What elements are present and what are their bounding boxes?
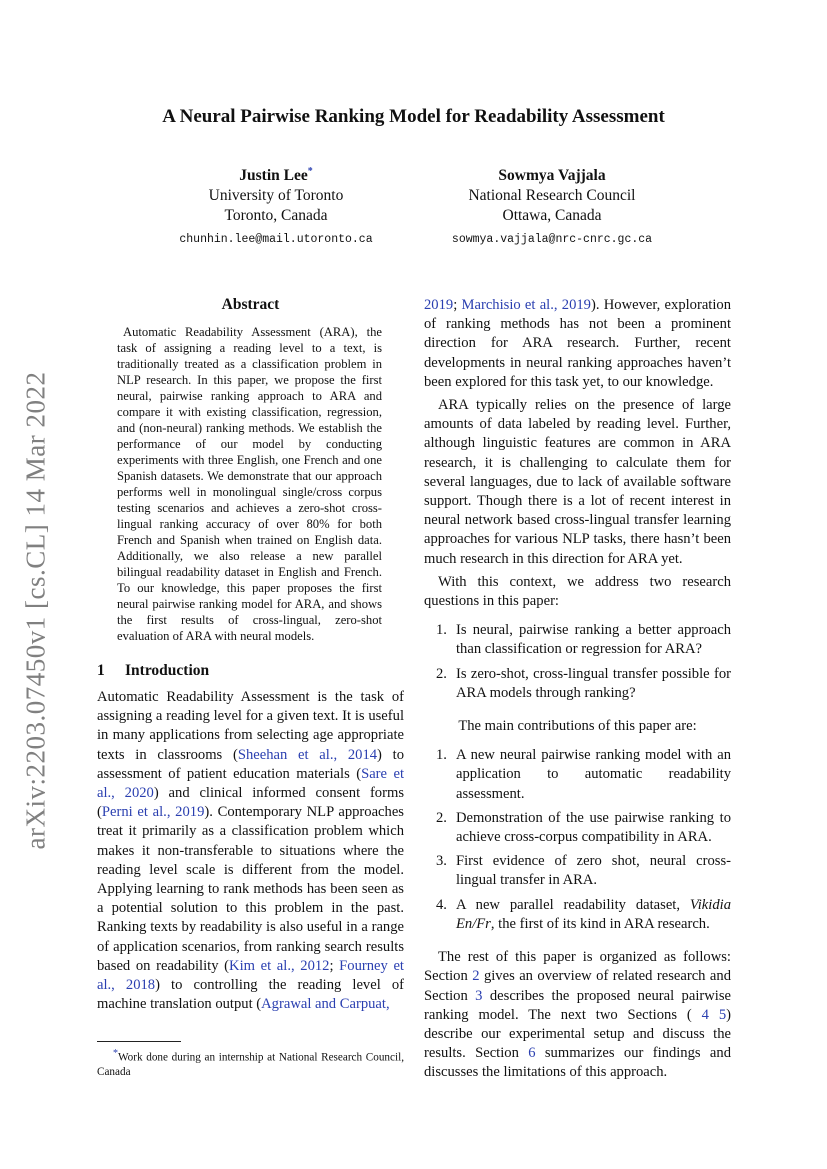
left-column: [97, 296, 404, 1014]
citation-link[interactable]: 2019: [424, 297, 454, 313]
section-title: Introduction: [125, 662, 210, 679]
footnote: [97, 1041, 404, 1079]
abstract-text: Automatic Readability Assessment (ARA), the task of assigning a reading level to a text, is traditionally treated as a classification problem in NLP research. In this paper, we propose the first neural, pairwise ranking approach to ARA and compare it with existing classification, regression, and (non-neural) ranking methods. We establish the performance of our model by conducting experiments with three English, one French and one Spanish datasets. We demonstrate that our approach performs well in monolingual single/cross corpus testing scenarios and achieves a zero-shot cross-lingual ranking accuracy of over 80% for both French and Spanish when trained on English data. Additionally, we also release a new parallel bilingual readability dataset in English and French. To our knowledge, this paper proposes the first neural pairwise ranking model for ARA, and shows the first results of cross-lingual, zero-shot evaluation of ARA with neural models.: [117, 325, 382, 643]
section-heading-introduction: [97, 662, 404, 680]
citation-link[interactable]: Perni et al., 2019: [101, 804, 205, 821]
body-paragraph: With this context, we address two research questions in this paper:: [424, 573, 731, 610]
author-affiliation: University of Toronto: [208, 187, 344, 205]
section-ref-link[interactable]: 2: [472, 968, 480, 985]
body-paragraph: The rest of this paper is organized as follows: Section 2 gives an overview of related research and Section 3 describes the proposed neural pairwise ranking model. The next two Sections ( 4 5) describe our experimental setup and discuss the results. Section 6 summarizes our findings and discusses the limitations of this approach.: [424, 949, 731, 1081]
citation-link[interactable]: Fourney et al., 2018: [97, 957, 404, 994]
list-item: 4. A new parallel readability dataset, Vikidia En/Fr, the first of its kind in ARA research.: [436, 896, 731, 932]
section-ref-link[interactable]: 4: [701, 1006, 709, 1023]
section-number: 1: [97, 662, 105, 679]
research-questions-list: [424, 621, 731, 703]
author-block-1: [126, 162, 426, 250]
list-item: 1. A new neural pairwise ranking model with an application to automatic readability assessment.: [436, 747, 731, 802]
section-ref-link[interactable]: 6: [528, 1045, 536, 1062]
author-name: Justin Lee*: [239, 166, 313, 185]
author-affiliation: National Research Council: [468, 187, 636, 205]
abstract-heading: Abstract: [221, 296, 280, 313]
list-item: 1. Is neural, pairwise ranking a better approach than classification or regression for ARA?: [436, 622, 731, 658]
citation-link[interactable]: Sare et al., 2020: [97, 765, 404, 802]
intro-paragraph: Automatic Readability Assessment is the task of assigning a reading level for a given text. It is useful in many applications from selecting age appropriate texts in classrooms (Sheehan et al., 2014) to assessment of patient education materials (Sare et al., 2020) and clinical informed consent forms (Perni et al., 2019). Contemporary NLP approaches treat it primarily as a classification problem which makes it non-transferable to situations where the reading level scale is different from the model. Applying learning to rank methods has been seen as a potential solution to this problem in the past. Ranking texts by readability is also useful in a range of application scenarios, from ranking search results based on readability (Kim et al., 2012; Fourney et al., 2018) to controlling the reading level of machine translation output (Agrawal and Carpuat,: [97, 689, 404, 1013]
citation-link[interactable]: Sheehan et al., 2014: [237, 746, 378, 763]
section-ref-link[interactable]: 5: [718, 1006, 727, 1023]
arxiv-id: arXiv:2203.07450v1 [cs.CL] 14 Mar 2022: [20, 371, 51, 849]
list-item: 2. Demonstration of the use pairwise ranking to achieve cross-corpus compatibility in ARA.: [436, 809, 731, 846]
footnote-rule: [97, 1041, 181, 1042]
author-location: Toronto, Canada: [224, 207, 328, 225]
citation-link[interactable]: Kim et al., 2012: [229, 957, 330, 974]
paper-title: A Neural Pairwise Ranking Model for Readability Assessment: [162, 106, 665, 127]
author-block-2: [402, 162, 702, 250]
body-paragraph: 2019; Marchisio et al., 2019). However, exploration of ranking methods has not been a prominent direction for ARA research. Further, recent developments in neural ranking approaches haven’t been explored for this task yet, to our knowledge.: [424, 297, 732, 390]
right-column: [424, 296, 731, 1083]
section-ref-link[interactable]: 3: [475, 987, 483, 1004]
citation-link[interactable]: Agrawal and Carpuat,: [261, 996, 390, 1013]
author-email: sowmya.vajjala@nrc-cnrc.gc.ca: [451, 233, 653, 247]
footnote-text: *Work done during an internship at National Research Council, Canada: [97, 1048, 404, 1078]
citation-link[interactable]: Marchisio et al., 2019: [461, 297, 591, 313]
arxiv-stamp: [16, 360, 56, 860]
body-paragraph: ARA typically relies on the presence of large amounts of data labeled by reading level. Further, although linguistic features are common in ARA research, it is challenging to calculate them for several languages, due to lack of available software support. Though there is a lot of recent interest in neural network based cross-lingual transfer learning approaches for various NLP tasks, there hasn’t been much research in this direction for ARA yet.: [424, 397, 731, 567]
list-item: 2. Is zero-shot, cross-lingual transfer possible for ARA models through ranking?: [436, 665, 731, 701]
author-email: chunhin.lee@mail.utoronto.ca: [179, 233, 373, 247]
list-item: 3. First evidence of zero shot, neural cross-lingual transfer in ARA.: [436, 853, 731, 889]
contributions-intro: The main contributions of this paper are:: [458, 718, 697, 735]
contributions-list: [424, 746, 731, 934]
author-name: Sowmya Vajjala: [498, 167, 606, 185]
author-location: Ottawa, Canada: [502, 207, 602, 225]
footnote-marker[interactable]: *: [307, 166, 313, 177]
